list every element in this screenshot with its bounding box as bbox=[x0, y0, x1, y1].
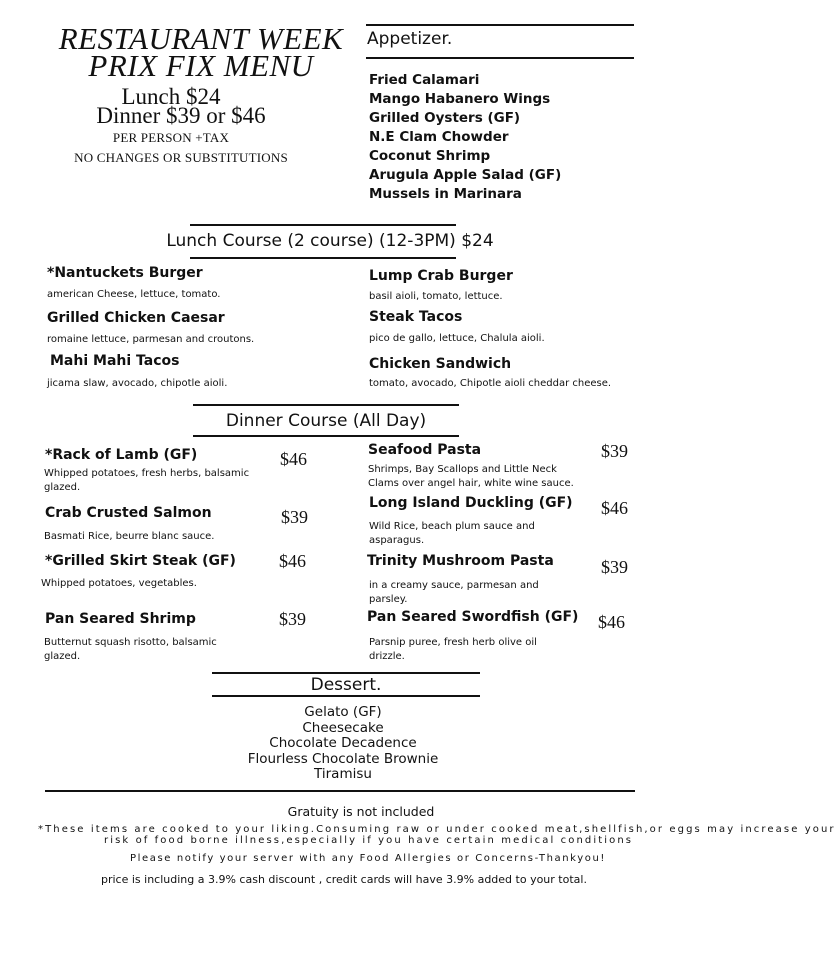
dinner-item-price: $39 bbox=[279, 609, 306, 629]
dinner-item-desc: Parsnip puree, fresh herb olive oil drizzle. bbox=[369, 637, 537, 662]
dinner-item-desc: Basmati Rice, beurre blanc sauce. bbox=[44, 531, 215, 542]
warning-line-1: *These items are cooked to your liking.Consuming raw or under cooked meat,shellfish,or eggs may increase your bbox=[38, 824, 836, 835]
dinner-bottom-rule bbox=[193, 435, 459, 437]
appetizer-top-rule bbox=[366, 24, 634, 26]
appetizer-list bbox=[369, 71, 561, 204]
dinner-item-price: $39 bbox=[281, 507, 308, 527]
dessert-title: Dessert. bbox=[310, 675, 382, 695]
menu-title-line2: PRIX FIX MENU bbox=[88, 48, 314, 83]
lunch-item-desc: basil aioli, tomato, lettuce. bbox=[369, 291, 503, 302]
list-item: Grilled Oysters (GF) bbox=[369, 110, 521, 126]
dinner-item-price: $39 bbox=[601, 441, 628, 461]
footer-rule bbox=[45, 790, 635, 792]
list-item: Chocolate Decadence bbox=[269, 735, 417, 751]
dinner-item-name: Long Island Duckling (GF) bbox=[369, 495, 573, 511]
lunch-item-desc: american Cheese, lettuce, tomato. bbox=[47, 289, 221, 300]
list-item: Cheesecake bbox=[302, 719, 384, 736]
list-item: N.E Clam Chowder bbox=[369, 129, 509, 145]
lunch-item-name: Grilled Chicken Caesar bbox=[47, 310, 225, 326]
lunch-item-name: Mahi Mahi Tacos bbox=[50, 353, 180, 369]
allergy-note: Please notify your server with any Food Allergies or Concerns-Thankyou! bbox=[130, 853, 606, 864]
dessert-top-rule bbox=[212, 672, 480, 674]
dinner-item-name: Seafood Pasta bbox=[368, 442, 482, 458]
gratuity-note: Gratuity is not included bbox=[287, 804, 435, 819]
list-item: Tiramisu bbox=[314, 766, 372, 782]
dinner-item-price: $46 bbox=[279, 551, 306, 571]
per-person-note: PER PERSON +TAX bbox=[112, 130, 230, 145]
lunch-item-desc: pico de gallo, lettuce, Chalula aioli. bbox=[369, 333, 545, 344]
dinner-item-price: $46 bbox=[601, 498, 628, 518]
lunch-bottom-rule bbox=[190, 257, 456, 259]
dessert-bottom-rule bbox=[212, 695, 480, 697]
list-item: Mango Habanero Wings bbox=[369, 91, 551, 107]
list-item: Fried Calamari bbox=[369, 72, 480, 88]
lunch-item-desc: romaine lettuce, parmesan and croutons. bbox=[47, 334, 255, 345]
lunch-title: Lunch Course (2 course) (12-3PM) $24 bbox=[166, 231, 494, 251]
dinner-item-name: Pan Seared Swordfish (GF) bbox=[367, 609, 579, 625]
dinner-item-desc: Whipped potatoes, fresh herbs, balsamic glazed. bbox=[44, 468, 250, 493]
dinner-item-name: Trinity Mushroom Pasta bbox=[367, 553, 554, 569]
dinner-item-name: Crab Crusted Salmon bbox=[45, 505, 212, 521]
list-item: Arugula Apple Salad (GF) bbox=[369, 167, 562, 183]
lunch-item-name: Steak Tacos bbox=[369, 309, 463, 325]
dinner-item-desc: Shrimps, Bay Scallops and Little Neck Clams over angel hair, white wine sauce. bbox=[368, 464, 574, 489]
dinner-price: Dinner $39 or $46 bbox=[96, 103, 266, 128]
dinner-item-name: Pan Seared Shrimp bbox=[45, 611, 196, 627]
no-changes-note: NO CHANGES OR SUBSTITUTIONS bbox=[74, 150, 288, 165]
lunch-item-name: Lump Crab Burger bbox=[369, 268, 513, 284]
dinner-item-desc: in a creamy sauce, parmesan and parsley. bbox=[369, 580, 539, 605]
list-item: Flourless Chocolate Brownie bbox=[247, 750, 439, 767]
dinner-item-price: $46 bbox=[280, 449, 307, 469]
dinner-item-price: $39 bbox=[601, 557, 628, 577]
dinner-item-desc: Whipped potatoes, vegetables. bbox=[41, 578, 197, 589]
lunch-top-rule bbox=[190, 224, 456, 226]
food-safety-warning bbox=[0, 824, 836, 848]
dinner-item-desc: Wild Rice, beach plum sauce and asparagus. bbox=[369, 521, 535, 546]
lunch-item-desc: tomato, avocado, Chipotle aioli cheddar cheese. bbox=[369, 378, 612, 389]
lunch-item-name: *Nantuckets Burger bbox=[47, 265, 203, 281]
dinner-item-price: $46 bbox=[598, 612, 625, 632]
dinner-item-name: *Grilled Skirt Steak (GF) bbox=[45, 553, 236, 569]
dinner-title: Dinner Course (All Day) bbox=[225, 411, 427, 431]
appetizer-title: Appetizer. bbox=[367, 29, 453, 49]
lunch-price: Lunch $24 bbox=[121, 84, 221, 109]
lunch-item-name: Chicken Sandwich bbox=[369, 356, 512, 372]
appetizer-bottom-rule bbox=[366, 57, 634, 59]
warning-line-2: risk of food borne illness,especially if you have certain medical conditions bbox=[104, 835, 634, 846]
dinner-item-desc: Butternut squash risotto, balsamic glazed. bbox=[44, 637, 217, 662]
dessert-list bbox=[200, 705, 486, 783]
dinner-item-name: *Rack of Lamb (GF) bbox=[45, 447, 198, 463]
dinner-top-rule bbox=[193, 404, 459, 406]
list-item: Coconut Shrimp bbox=[369, 148, 491, 164]
list-item: Gelato (GF) bbox=[304, 704, 382, 720]
cash-discount-note: price is including a 3.9% cash discount , credit cards will have 3.9% added to your total. bbox=[101, 873, 587, 886]
list-item: Mussels in Marinara bbox=[369, 186, 522, 202]
lunch-item-desc: jicama slaw, avocado, chipotle aioli. bbox=[47, 378, 228, 389]
menu-title-line1: RESTAURANT WEEK bbox=[58, 21, 344, 56]
